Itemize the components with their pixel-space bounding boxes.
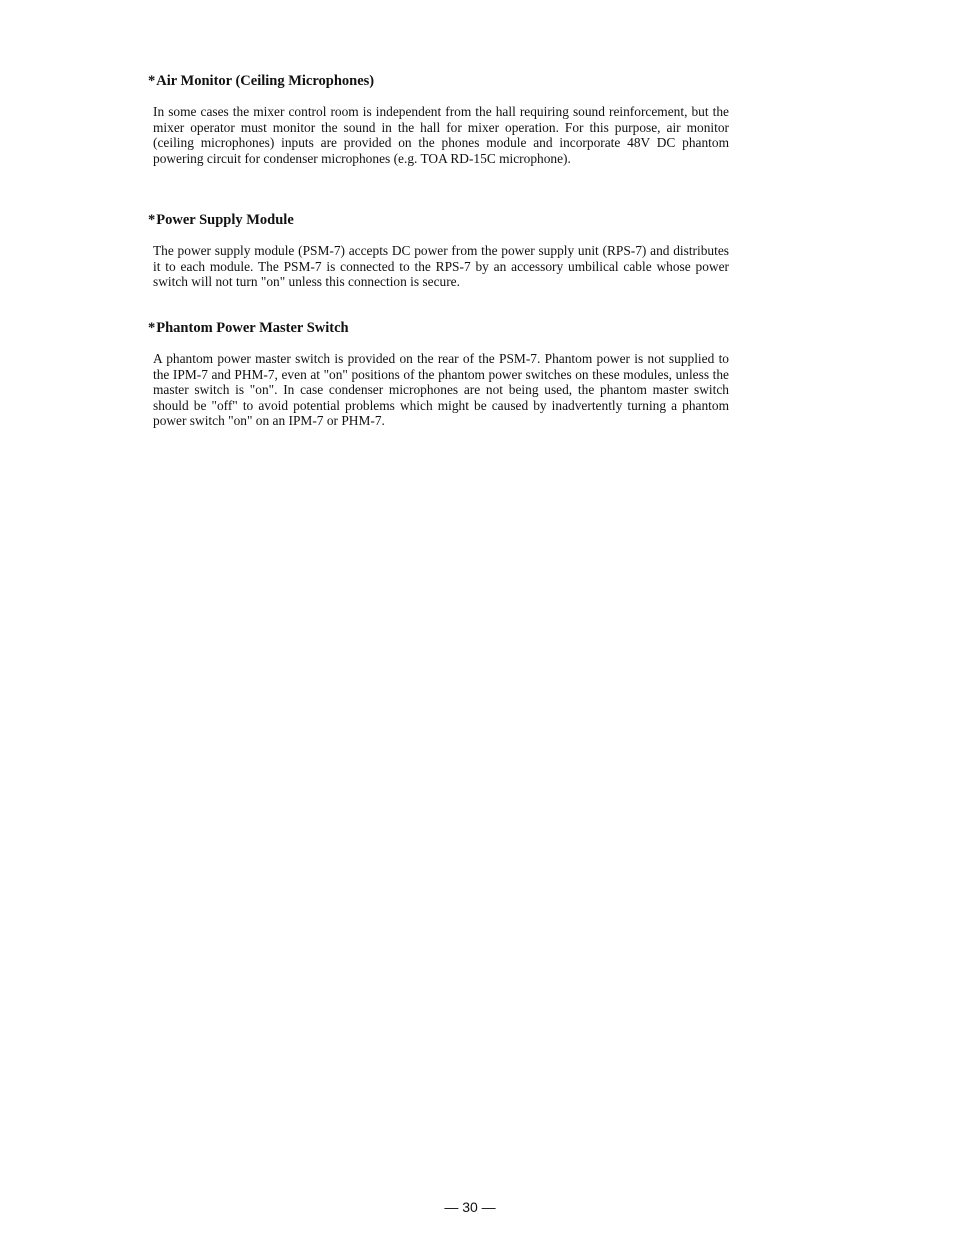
section-marker: * [148, 212, 156, 228]
page-number: — 30 — [444, 1199, 496, 1215]
section-marker: * [148, 73, 156, 89]
section-power-supply-module [146, 211, 736, 290]
section-marker: * [148, 320, 156, 336]
section-heading-text: Air Monitor (Ceiling Microphones) [156, 73, 375, 89]
section-air-monitor [146, 72, 736, 166]
section-heading [148, 72, 736, 90]
section-body: A phantom power master switch is provided on the rear of the PSM-7. Phantom power is not supplied to the IPM-7 and PHM-7, even at "on" positions of the phantom power switches on these modules, unless the master switch is "on". In case condenser microphones are not being used, the phantom master switch should be "off" to avoid potential problems which might be caused by inadvertently turning a phantom power switch "on" on an IPM-7 or PHM-7. [153, 351, 729, 428]
section-body: The power supply module (PSM-7) accepts DC power from the power supply unit (RPS-7) and distributes it to each module. The PSM-7 is connected to the RPS-7 by an accessory umbilical cable whose power switch will not turn "on" unless this connection is secure. [153, 243, 729, 289]
section-heading-text: Power Supply Module [156, 212, 294, 228]
section-body: In some cases the mixer control room is independent from the hall requiring sound reinforcement, but the mixer operator must monitor the sound in the hall for mixer operation. For this purpose, air monitor (ceiling microphones) inputs are provided on the phones module and incorporate 48V DC phantom powering circuit for condenser microphones (e.g. TOA RD-15C microphone). [153, 104, 729, 166]
section-heading-text: Phantom Power Master Switch [156, 320, 349, 336]
section-heading [148, 211, 736, 229]
section-phantom-power-master-switch [146, 319, 736, 429]
section-heading [148, 319, 736, 337]
